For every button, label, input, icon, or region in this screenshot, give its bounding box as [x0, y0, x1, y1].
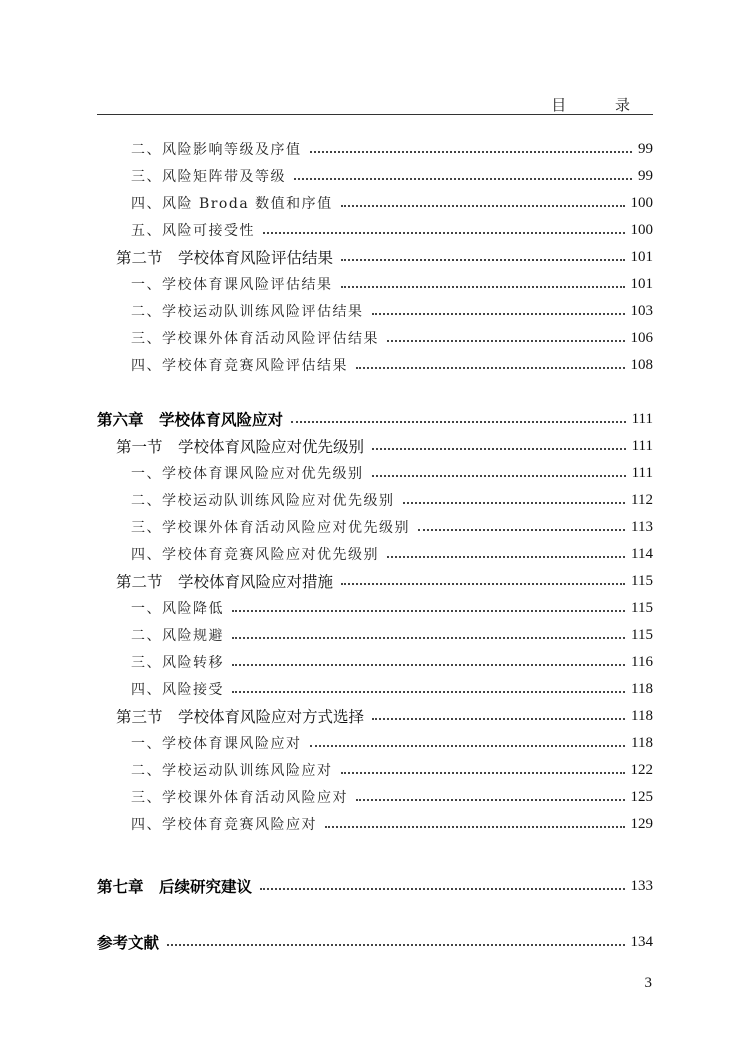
- toc-entry-label: 二、学校运动队训练风险应对: [131, 763, 333, 779]
- toc-leader-dots: [356, 367, 625, 369]
- toc-leader-dots: [356, 799, 625, 801]
- toc-leader-dots: [167, 944, 624, 946]
- toc-entry-page: 129: [630, 815, 653, 832]
- toc-chapter-entry[interactable]: [97, 875, 653, 897]
- toc-entry[interactable]: [131, 300, 653, 322]
- toc-entry-label: 一、风险降低: [131, 601, 224, 617]
- toc-leader-dots: [387, 340, 625, 342]
- toc-entry[interactable]: [131, 651, 653, 673]
- toc-entry[interactable]: [131, 273, 653, 295]
- toc-entry-label: 四、风险 Broda 数值和序值: [131, 196, 333, 212]
- toc-leader-dots: [403, 502, 626, 504]
- toc-leader-dots: [341, 259, 624, 261]
- toc-entry[interactable]: [131, 543, 653, 565]
- toc-entry[interactable]: [131, 489, 653, 511]
- toc-entry-page: 100: [630, 194, 653, 211]
- toc-entry-label: 三、风险矩阵带及等级: [131, 169, 286, 185]
- toc-leader-dots: [232, 664, 625, 666]
- toc-entry[interactable]: [131, 732, 653, 754]
- toc-leader-dots: [372, 448, 626, 450]
- toc-entry[interactable]: [131, 219, 653, 241]
- running-header-title: 目 录: [551, 96, 652, 114]
- toc-leader-dots: [387, 556, 625, 558]
- toc-entry[interactable]: [131, 516, 653, 538]
- toc-entry-label: 四、学校体育竞赛风险应对: [131, 817, 317, 833]
- toc-leader-dots: [232, 691, 625, 693]
- toc-entry-label: 二、学校运动队训练风险应对优先级别: [131, 493, 395, 509]
- toc-entry-label: 四、学校体育竞赛风险应对优先级别: [131, 547, 379, 563]
- toc-entry-label: 第二节 学校体育风险应对措施: [116, 573, 334, 591]
- toc-entry-label: 四、风险接受: [131, 682, 224, 698]
- toc-leader-dots: [372, 718, 625, 720]
- toc-entry-label: 一、学校体育课风险应对: [131, 736, 302, 752]
- toc-entry[interactable]: [131, 354, 653, 376]
- toc-entry[interactable]: [131, 462, 653, 484]
- toc-leader-dots: [294, 178, 632, 180]
- toc-entry-page: 134: [630, 933, 653, 950]
- toc-entry[interactable]: [116, 570, 653, 592]
- toc-entry-label: 二、风险规避: [131, 628, 224, 644]
- toc-leader-dots: [372, 475, 626, 477]
- toc-entry-label: 第二节 学校体育风险评估结果: [116, 249, 334, 267]
- toc-leader-dots: [341, 205, 625, 207]
- toc-entry-label: 第一节 学校体育风险应对优先级别: [116, 438, 365, 456]
- toc-entry-page: 99: [638, 140, 653, 157]
- toc-entry-page: 99: [638, 167, 653, 184]
- toc-entry-label: 第三节 学校体育风险应对方式选择: [116, 708, 365, 726]
- toc-leader-dots: [232, 637, 625, 639]
- toc-entry-label: 五、风险可接受性: [131, 223, 255, 239]
- toc-leader-dots: [260, 888, 624, 890]
- toc-leader-dots: [372, 313, 625, 315]
- toc-entry-page: 113: [631, 518, 653, 535]
- toc-entry[interactable]: [131, 138, 653, 160]
- toc-entry-label: 三、风险转移: [131, 655, 224, 671]
- toc-entry-label: 二、学校运动队训练风险评估结果: [131, 304, 364, 320]
- toc-entry-page: 112: [631, 491, 653, 508]
- toc-chapter-entry[interactable]: [97, 931, 653, 953]
- toc-entry-label: 一、学校体育课风险应对优先级别: [131, 466, 364, 482]
- toc-entry[interactable]: [131, 192, 653, 214]
- toc-entry-page: 103: [630, 302, 653, 319]
- toc-entry-page: 115: [631, 626, 653, 643]
- toc-entry-page: 125: [630, 788, 653, 805]
- toc-entry[interactable]: [131, 678, 653, 700]
- toc-entry-page: 122: [630, 761, 653, 778]
- toc-entry-page: 101: [630, 248, 653, 265]
- toc-leader-dots: [341, 583, 625, 585]
- toc-entry-label: 参考文献: [97, 933, 160, 952]
- toc-entry-label: 三、学校课外体育活动风险评估结果: [131, 331, 379, 347]
- toc-entry[interactable]: [131, 786, 653, 808]
- toc-entry-label: 三、学校课外体育活动风险应对: [131, 790, 348, 806]
- toc-entry[interactable]: [131, 759, 653, 781]
- toc-entry-label: 二、风险影响等级及序值: [131, 142, 302, 158]
- toc-leader-dots: [341, 286, 625, 288]
- toc-entry[interactable]: [116, 705, 653, 727]
- toc-entry-page: 111: [631, 410, 653, 427]
- toc-leader-dots: [232, 610, 625, 612]
- toc-entry-page: 101: [630, 275, 653, 292]
- toc-leader-dots: [418, 529, 625, 531]
- toc-entry-label: 第七章 后续研究建议: [97, 877, 253, 896]
- toc-leader-dots: [310, 151, 633, 153]
- toc-entry-page: 115: [631, 572, 653, 589]
- toc-leader-dots: [341, 772, 625, 774]
- toc-entry-page: 116: [631, 653, 653, 670]
- toc-entry[interactable]: [131, 165, 653, 187]
- toc-entry-label: 三、学校课外体育活动风险应对优先级别: [131, 520, 410, 536]
- toc-entry-page: 100: [630, 221, 653, 238]
- toc-entry-label: 四、学校体育竞赛风险评估结果: [131, 358, 348, 374]
- page-number: 3: [644, 975, 652, 991]
- toc-entry-page: 114: [631, 545, 653, 562]
- toc-entry[interactable]: [131, 327, 653, 349]
- toc-leader-dots: [263, 232, 625, 234]
- toc-entry-page: 133: [630, 877, 653, 894]
- toc-leader-dots: [325, 826, 625, 828]
- toc-entry[interactable]: [116, 246, 653, 268]
- toc-entry-page: 111: [631, 437, 653, 454]
- toc-leader-dots: [310, 745, 626, 747]
- toc-entry-page: 115: [631, 599, 653, 616]
- toc-entry[interactable]: [131, 624, 653, 646]
- toc-entry[interactable]: [116, 435, 653, 457]
- toc-entry[interactable]: [131, 597, 653, 619]
- toc-entry-label: 第六章 学校体育风险应对: [97, 410, 284, 429]
- toc-entry-label: 一、学校体育课风险评估结果: [131, 277, 333, 293]
- toc-entry-page: 111: [631, 464, 653, 481]
- toc-chapter-entry[interactable]: [97, 408, 653, 430]
- toc-entry-page: 106: [630, 329, 653, 346]
- toc-entry[interactable]: [131, 813, 653, 835]
- toc-entry-page: 118: [631, 680, 653, 697]
- toc-entry-page: 118: [631, 707, 653, 724]
- toc-entry-page: 108: [630, 356, 653, 373]
- toc-leader-dots: [291, 421, 626, 423]
- toc-entry-page: 118: [631, 734, 653, 751]
